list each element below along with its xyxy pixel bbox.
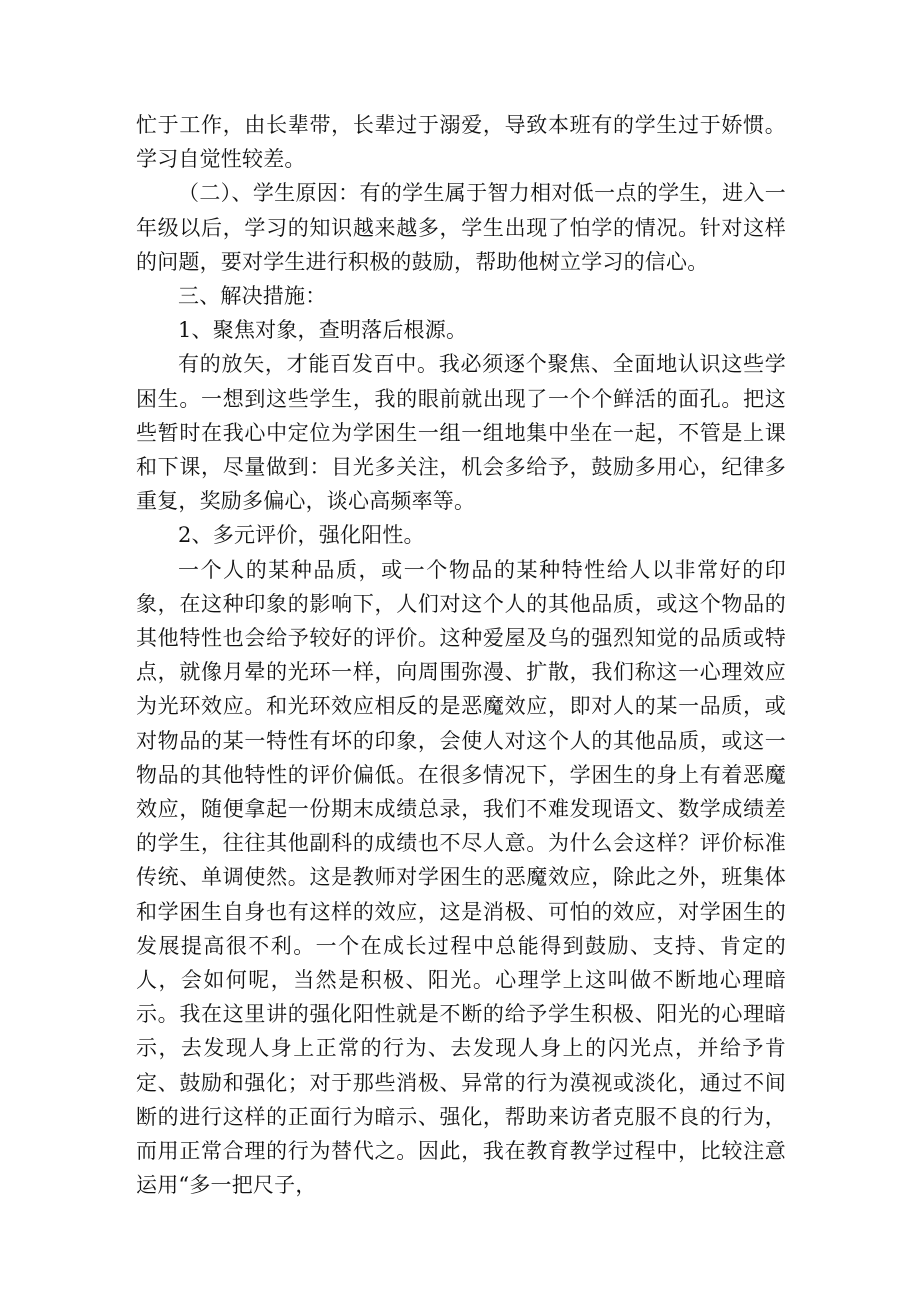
document-body — [136, 108, 786, 1203]
section-heading-solutions: 三、解决措施： — [178, 284, 327, 309]
paragraph-4: 一个人的某种品质，或一个物品的某种特性给人以非常好的印象，在这种印象的影响下，人们对这个人的其他品质，或这个物品的其他特性也会给予较好的评价。这种爱屋及乌的强烈知觉的品质或特点，就像月晕的光环一样，向周围弥漫、扩散，我们称这一心理效应为光环效应。和光环效应相反的是恶魔效应，即对人的某一品质，或对物品的某一特性有坏的印象，会使人对这个人的其他品质，或这一物品的其他特性的评价偏低。在很多情况下，学困生的身上有着恶魔效应，随便拿起一份期末成绩总录，我们不难发现语文、数学成绩差的学生，往往其他副科的成绩也不尽人意。为什么会这样？评价标准传统、单调使然。这是教师对学困生的恶魔效应，除此之外，班集体和学困生自身也有这样的效应，这是消极、可怕的效应，对学困生的发展提高很不利。一个在成长过程中总能得到鼓励、支持、肯定的人，会如何呢，当然是积极、阳光。心理学上这叫做不断地心理暗示。我在这里讲的强化阳性就是不断的给予学生积极、阳光的心理暗示，去发现人身上正常的行为、去发现人身上的闪光点，并给予肯定、鼓励和强化；对于那些消极、异常的行为漠视或淡化，通过不间断的进行这样的正面行为暗示、强化，帮助来访者克服不良的行为，而用正常合理的行为替代之。因此，我在教育教学过程中，比较注意运用“多一把尺子， — [136, 557, 786, 1198]
paragraph-2: （二）、学生原因：有的学生属于智力相对低一点的学生，进入一年级以后，学习的知识越来越多，学生出现了怕学的情况。针对这样的问题，要对学生进行积极的鼓励，帮助他树立学习的信心。 — [136, 181, 786, 274]
subheading-2: 2、多元评价，强化阳性。 — [178, 523, 425, 548]
paragraph-1: 忙于工作，由长辈带，长辈过于溺爱，导致本班有的学生过于娇惯。学习自觉性较差。 — [136, 113, 786, 172]
paragraph-3: 有的放矢，才能百发百中。我必须逐个聚焦、全面地认识这些学困生。一想到这些学生，我的眼前就出现了一个个鲜活的面孔。把这些暂时在我心中定位为学困生一组一组地集中坐在一起，不管是上课和下课，尽量做到：目光多关注，机会多给予，鼓励多用心，纪律多重复，奖励多偏心，谈心高频率等。 — [136, 352, 786, 514]
subheading-1: 1、聚焦对象，查明落后根源。 — [178, 318, 468, 343]
